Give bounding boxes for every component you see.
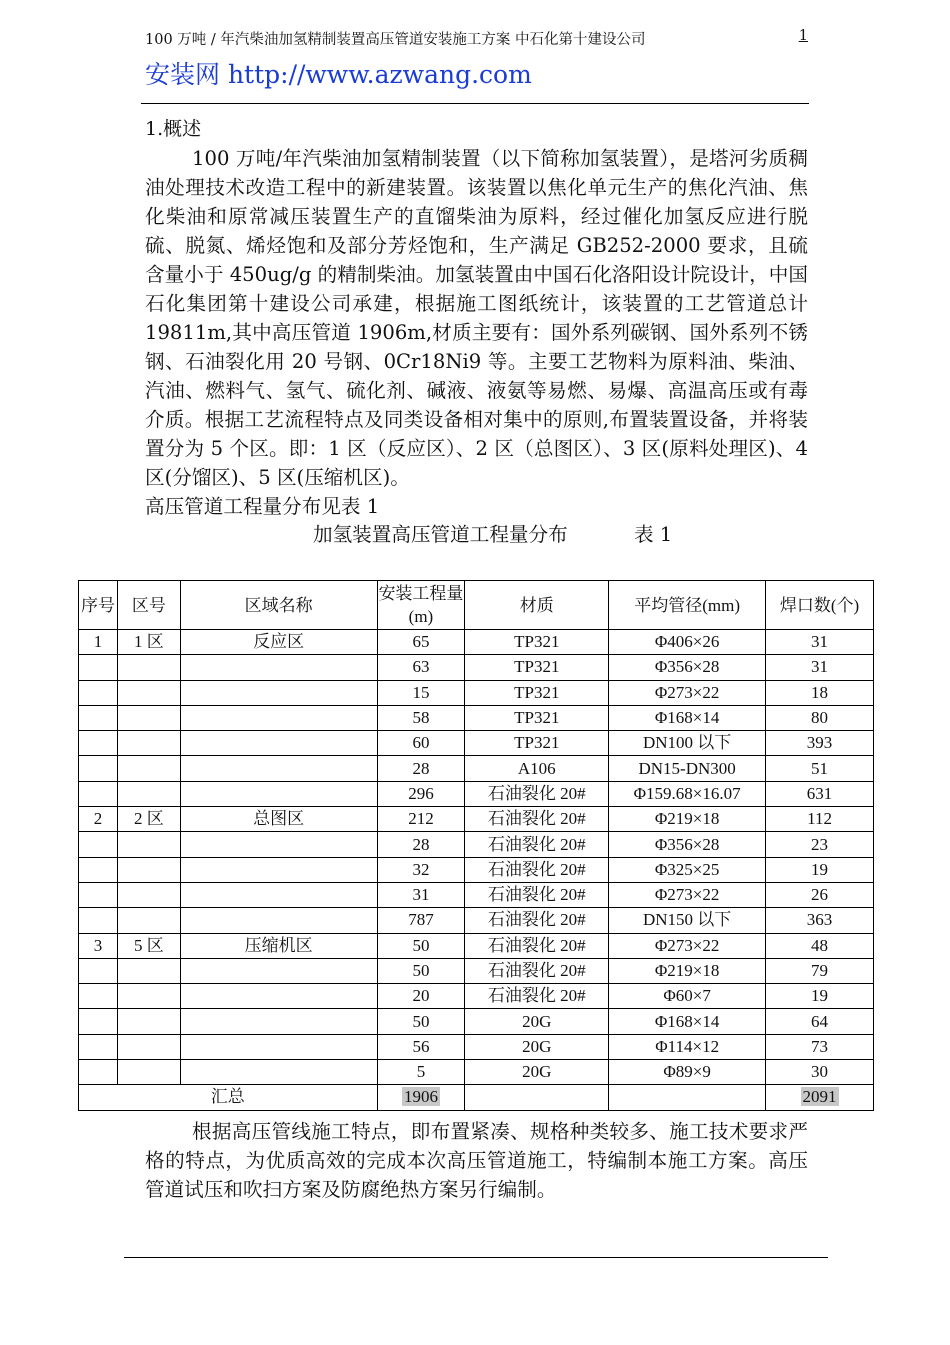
cell-zone bbox=[117, 756, 180, 781]
cell-diameter: DN150 以下 bbox=[609, 908, 766, 933]
cell-diameter: Φ89×9 bbox=[609, 1060, 766, 1085]
cell-material: 20G bbox=[465, 1060, 609, 1085]
cell-diameter: Φ406×26 bbox=[609, 630, 766, 655]
cell-welds: 393 bbox=[766, 731, 874, 756]
header-divider bbox=[141, 103, 809, 104]
cell-length: 56 bbox=[377, 1034, 465, 1059]
cell-seq bbox=[79, 705, 118, 730]
cell-diameter: Φ219×18 bbox=[609, 807, 766, 832]
cell-material: TP321 bbox=[465, 655, 609, 680]
table-row bbox=[79, 781, 874, 806]
cell-zone bbox=[117, 680, 180, 705]
cell-zone-name bbox=[180, 1060, 377, 1085]
cell-welds: 19 bbox=[766, 984, 874, 1009]
table-row bbox=[79, 756, 874, 781]
header-diameter: 平均管径(mm) bbox=[609, 581, 766, 630]
table-row bbox=[79, 731, 874, 756]
table-caption-text: 加氢装置高压管道工程量分布 bbox=[313, 523, 568, 546]
cell-material: 石油裂化 20# bbox=[465, 984, 609, 1009]
cell-length: 20 bbox=[377, 984, 465, 1009]
cell-length: 50 bbox=[377, 1009, 465, 1034]
cell-seq bbox=[79, 958, 118, 983]
cell-diameter: DN15-DN300 bbox=[609, 756, 766, 781]
cell-zone-name: 总图区 bbox=[180, 807, 377, 832]
cell-material: TP321 bbox=[465, 630, 609, 655]
cell-length: 63 bbox=[377, 655, 465, 680]
overview-section bbox=[145, 115, 808, 549]
cell-welds: 48 bbox=[766, 933, 874, 958]
table-row bbox=[79, 705, 874, 730]
cell-welds: 31 bbox=[766, 655, 874, 680]
closing-section bbox=[145, 1117, 808, 1204]
total-length: 1906 bbox=[403, 1087, 438, 1107]
total-welds-cell bbox=[766, 1085, 874, 1110]
cell-material: 20G bbox=[465, 1009, 609, 1034]
cell-diameter: Φ273×22 bbox=[609, 933, 766, 958]
cell-diameter: Φ273×22 bbox=[609, 882, 766, 907]
cell-seq bbox=[79, 882, 118, 907]
cell-zone-name bbox=[180, 857, 377, 882]
cell-material: A106 bbox=[465, 756, 609, 781]
cell-welds: 73 bbox=[766, 1034, 874, 1059]
cell-seq bbox=[79, 731, 118, 756]
cell-diameter: Φ60×7 bbox=[609, 984, 766, 1009]
cell-welds: 363 bbox=[766, 908, 874, 933]
cell-zone bbox=[117, 1009, 180, 1034]
header-zone: 区号 bbox=[117, 581, 180, 630]
cell-diameter: Φ273×22 bbox=[609, 680, 766, 705]
cell-zone-name bbox=[180, 882, 377, 907]
table-row bbox=[79, 882, 874, 907]
cell-zone-name bbox=[180, 731, 377, 756]
table-row bbox=[79, 1060, 874, 1085]
cell-material: 石油裂化 20# bbox=[465, 958, 609, 983]
cell-length: 32 bbox=[377, 857, 465, 882]
cell-zone-name bbox=[180, 908, 377, 933]
cell-seq bbox=[79, 1034, 118, 1059]
header-seq: 序号 bbox=[79, 581, 118, 630]
table-number: 表 1 bbox=[633, 523, 673, 546]
cell-seq: 1 bbox=[79, 630, 118, 655]
cell-welds: 23 bbox=[766, 832, 874, 857]
cell-material: TP321 bbox=[465, 680, 609, 705]
cell-diameter: Φ159.68×16.07 bbox=[609, 781, 766, 806]
header-material: 材质 bbox=[465, 581, 609, 630]
cell-zone bbox=[117, 655, 180, 680]
table-header-row bbox=[79, 581, 874, 630]
cell-welds: 64 bbox=[766, 1009, 874, 1034]
section-title: 1.概述 bbox=[145, 118, 202, 140]
table-row bbox=[79, 908, 874, 933]
cell-seq bbox=[79, 680, 118, 705]
cell-zone: 1 区 bbox=[117, 630, 180, 655]
cell-length: 65 bbox=[377, 630, 465, 655]
cell-zone: 5 区 bbox=[117, 933, 180, 958]
cell-length: 58 bbox=[377, 705, 465, 730]
cell-material: TP321 bbox=[465, 731, 609, 756]
cell-zone-name bbox=[180, 958, 377, 983]
overview-paragraph: 100 万吨/年汽柴油加氢精制装置（以下简称加氢装置），是塔河劣质稠油处理技术改造工程中的新建装置。该装置以焦化单元生产的焦化汽油、焦化柴油和原常减压装置生产的直馏柴油为原料，经过催化加氢反应进行脱硫、脱氮、烯烃饱和及部分芳烃饱和，生产满足 GB252-2000 要求，且硫含量小于 450ug/g 的精制柴油。加氢装置由中国石化洛阳设计院设计，中国石化集团第十建设公司承建，根据施工图纸统计，该装置的工艺管道总计 19811m,其中高压管道 1906m,材质主要有：国外系列碳钢、国外系列不锈钢、石油裂化用 20 号钢、0Cr18Ni9 等。主要工艺物料为原料油、柴油、汽油、燃料气、氢气、硫化剂、碱液、液氨等易燃、易爆、高温高压或有毒介质。根据工艺流程特点及同类设备相对集中的原则,布置装置设备，并将装置分为 5 个区。即：1 区（反应区）、2 区（总图区）、3 区(原料处理区)、4 区(分馏区)、5 区(压缩机区)。 bbox=[145, 147, 808, 489]
cell-material: 石油裂化 20# bbox=[465, 908, 609, 933]
cell-length: 31 bbox=[377, 882, 465, 907]
cell-diameter: Φ325×25 bbox=[609, 857, 766, 882]
cell-zone-name: 压缩机区 bbox=[180, 933, 377, 958]
total-empty-cell bbox=[465, 1085, 609, 1110]
cell-zone bbox=[117, 908, 180, 933]
cell-seq: 2 bbox=[79, 807, 118, 832]
cell-length: 296 bbox=[377, 781, 465, 806]
cell-zone bbox=[117, 1060, 180, 1085]
cell-length: 787 bbox=[377, 908, 465, 933]
cell-zone-name bbox=[180, 832, 377, 857]
cell-material: 石油裂化 20# bbox=[465, 807, 609, 832]
cell-zone: 2 区 bbox=[117, 807, 180, 832]
cell-diameter: Φ356×28 bbox=[609, 655, 766, 680]
cell-diameter: DN100 以下 bbox=[609, 731, 766, 756]
footer-divider bbox=[124, 1257, 828, 1258]
cell-diameter: Φ168×14 bbox=[609, 1009, 766, 1034]
header-welds: 焊口数(个) bbox=[766, 581, 874, 630]
cell-zone-name bbox=[180, 705, 377, 730]
cell-diameter: Φ168×14 bbox=[609, 705, 766, 730]
cell-welds: 31 bbox=[766, 630, 874, 655]
cell-seq bbox=[79, 756, 118, 781]
cell-seq bbox=[79, 1009, 118, 1034]
cell-material: 石油裂化 20# bbox=[465, 882, 609, 907]
cell-welds: 79 bbox=[766, 958, 874, 983]
cell-zone bbox=[117, 781, 180, 806]
cell-zone bbox=[117, 958, 180, 983]
page-number: 1 bbox=[798, 28, 808, 44]
cell-zone bbox=[117, 882, 180, 907]
cell-length: 15 bbox=[377, 680, 465, 705]
cell-welds: 112 bbox=[766, 807, 874, 832]
cell-seq bbox=[79, 1060, 118, 1085]
cell-material: 石油裂化 20# bbox=[465, 857, 609, 882]
cell-length: 28 bbox=[377, 832, 465, 857]
cell-seq bbox=[79, 781, 118, 806]
closing-paragraph: 根据高压管线施工特点，即布置紧凑、规格种类较多、施工技术要求严格的特点，为优质高效的完成本次高压管道施工，特编制本施工方案。高压管道试压和吹扫方案及防腐绝热方案另行编制。 bbox=[145, 1120, 808, 1201]
cell-zone-name bbox=[180, 756, 377, 781]
cell-zone-name bbox=[180, 781, 377, 806]
cell-length: 50 bbox=[377, 933, 465, 958]
cell-zone bbox=[117, 705, 180, 730]
header-length: 安装工程量(m) bbox=[377, 581, 465, 630]
cell-length: 50 bbox=[377, 958, 465, 983]
cell-welds: 51 bbox=[766, 756, 874, 781]
total-length-cell bbox=[377, 1085, 465, 1110]
cell-welds: 80 bbox=[766, 705, 874, 730]
cell-seq bbox=[79, 984, 118, 1009]
cell-zone-name: 反应区 bbox=[180, 630, 377, 655]
cell-diameter: Φ219×18 bbox=[609, 958, 766, 983]
site-link[interactable]: 安装网 http://www.azwang.com bbox=[145, 60, 532, 89]
table-body bbox=[79, 630, 874, 1085]
cell-zone-name bbox=[180, 984, 377, 1009]
cell-seq bbox=[79, 857, 118, 882]
cell-seq bbox=[79, 655, 118, 680]
cell-material: 20G bbox=[465, 1034, 609, 1059]
table-row bbox=[79, 1034, 874, 1059]
cell-material: TP321 bbox=[465, 705, 609, 730]
cell-seq bbox=[79, 908, 118, 933]
cell-seq: 3 bbox=[79, 933, 118, 958]
cell-zone bbox=[117, 984, 180, 1009]
header-title: 100 万吨 / 年汽柴油加氢精制装置高压管道安装施工方案 中石化第十建设公司 bbox=[145, 32, 646, 48]
page-header bbox=[145, 28, 810, 91]
cell-diameter: Φ114×12 bbox=[609, 1034, 766, 1059]
cell-length: 28 bbox=[377, 756, 465, 781]
header-zone-name: 区域名称 bbox=[180, 581, 377, 630]
cell-diameter: Φ356×28 bbox=[609, 832, 766, 857]
table-caption bbox=[313, 521, 808, 549]
cell-welds: 18 bbox=[766, 680, 874, 705]
cell-zone-name bbox=[180, 1009, 377, 1034]
total-empty-cell bbox=[609, 1085, 766, 1110]
table-row bbox=[79, 933, 874, 958]
table-row bbox=[79, 807, 874, 832]
cell-welds: 631 bbox=[766, 781, 874, 806]
table-row bbox=[79, 1009, 874, 1034]
cell-material: 石油裂化 20# bbox=[465, 832, 609, 857]
cell-length: 212 bbox=[377, 807, 465, 832]
table-row bbox=[79, 984, 874, 1009]
cell-length: 5 bbox=[377, 1060, 465, 1085]
cell-material: 石油裂化 20# bbox=[465, 933, 609, 958]
table-row bbox=[79, 630, 874, 655]
cell-seq bbox=[79, 832, 118, 857]
cell-zone-name bbox=[180, 655, 377, 680]
cell-welds: 19 bbox=[766, 857, 874, 882]
cell-zone bbox=[117, 857, 180, 882]
table-row bbox=[79, 958, 874, 983]
cell-zone bbox=[117, 731, 180, 756]
cell-zone-name bbox=[180, 1034, 377, 1059]
cell-welds: 26 bbox=[766, 882, 874, 907]
cell-zone bbox=[117, 832, 180, 857]
total-welds: 2091 bbox=[802, 1087, 837, 1107]
cell-welds: 30 bbox=[766, 1060, 874, 1085]
total-label: 汇总 bbox=[79, 1085, 378, 1110]
table-row bbox=[79, 857, 874, 882]
cell-zone-name bbox=[180, 680, 377, 705]
table-row bbox=[79, 680, 874, 705]
cell-material: 石油裂化 20# bbox=[465, 781, 609, 806]
total-row bbox=[79, 1085, 874, 1110]
table-row bbox=[79, 655, 874, 680]
table-reference: 高压管道工程量分布见表 1 bbox=[145, 495, 380, 518]
table-row bbox=[79, 832, 874, 857]
pipeline-quantity-table bbox=[78, 580, 874, 1111]
cell-zone bbox=[117, 1034, 180, 1059]
cell-length: 60 bbox=[377, 731, 465, 756]
